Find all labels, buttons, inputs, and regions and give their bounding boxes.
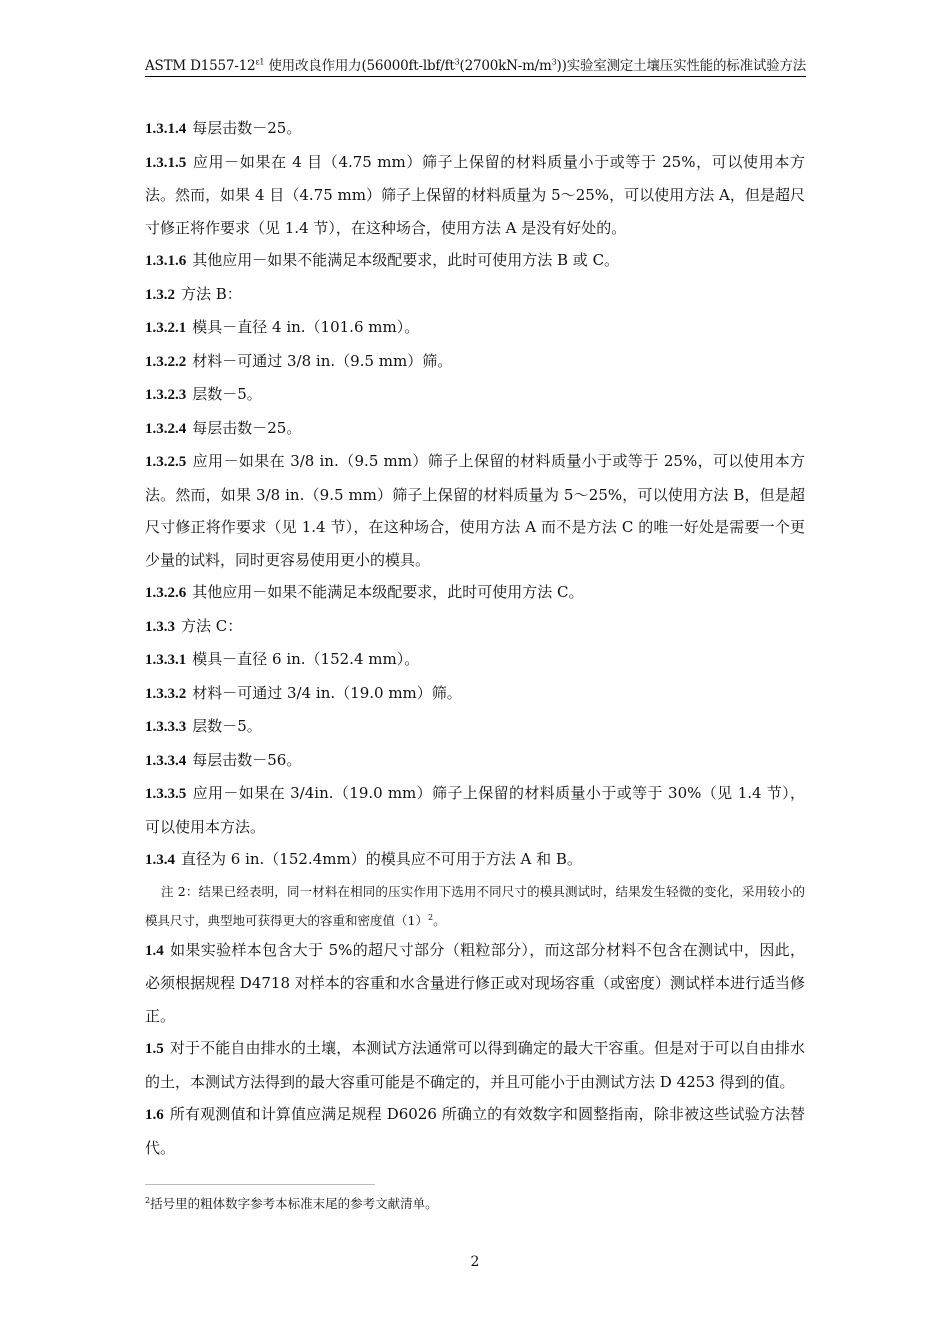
paragraph (145, 777, 805, 843)
clause-number: 1.3.3.5 (145, 786, 187, 802)
header-rule (145, 76, 806, 77)
footnote-ref: 2 (427, 912, 434, 922)
header-title-part: (2700kN-m/m (459, 58, 552, 74)
clause-number: 1.3.3.4 (145, 752, 187, 769)
clause-text: 所有观测值和计算值应满足规程 D6026 所确立的有效数字和圆整指南，除非被这些试验方法替代。 (145, 1105, 805, 1157)
paragraph (145, 576, 805, 610)
clause-number: 1.4 (145, 942, 164, 959)
paragraph (145, 610, 805, 644)
clause-text: 应用－如果在 4 目（4.75 mm）筛子上保留的材料质量小于或等于 25%，可以使用本方法。然而，如果 4 目（4.75 mm）筛子上保留的材料质量为 5～25%，可以使用方法 A，但是超尺寸修正将作要求（见 1.4 节），在这种场合，使用方法 A 是没有好处的。 (145, 152, 805, 237)
paragraph (145, 378, 805, 412)
clause-number: 1.3.3.2 (145, 685, 187, 702)
running-header (145, 54, 806, 74)
clause-text: 材料－可通过 3/8 in.（9.5 mm）筛。 (192, 351, 453, 370)
clause-number: 1.3.1.6 (145, 253, 187, 269)
clause-number: 1.3.4 (145, 852, 175, 868)
clause-text: 模具－直径 4 in.（101.6 mm）。 (192, 318, 420, 336)
clause-text: 应用－如果在 3/8 in.（9.5 mm）筛子上保留的材料质量小于或等于 25%，可以使用本方法。然而，如果 3/8 in.（9.5 mm）筛子上保留的材料质量为 5～25%，可以使用方法 B，但是超尺寸修正将作要求（见 1.4 节），在这种场合，使用方法 A 而不是方法 C 的唯一好处是需要一个更少量的试料，同时更容易使用更小的模具。 (145, 452, 805, 569)
clause-text: 模具－直径 6 in.（152.4 mm）。 (192, 650, 420, 668)
paragraph (145, 412, 805, 446)
paragraph (145, 445, 805, 576)
clause-text: 层数－5。 (192, 717, 262, 735)
clause-number: 1.3.3.1 (145, 652, 187, 668)
page-number: 2 (470, 1254, 480, 1270)
clause-number: 1.3.3.3 (145, 719, 187, 735)
footnote (145, 1194, 438, 1212)
clause-number: 1.3.2.4 (145, 420, 187, 437)
paragraph (145, 677, 805, 711)
clause-number: 1.3.1.4 (145, 121, 187, 137)
header-superscript: 3 (551, 57, 557, 67)
paragraph (145, 146, 805, 245)
clause-number: 1.3.2.6 (145, 585, 187, 601)
clause-number: 1.3.1.5 (145, 154, 187, 171)
paragraph (145, 710, 805, 744)
paragraph (145, 311, 805, 345)
document-body (145, 112, 805, 1164)
clause-text: 应用－如果在 3/4in.（19.0 mm）筛子上保留的材料质量小于或等于 30%（见 1.4 节），可以使用本方法。 (145, 784, 805, 836)
clause-number: 1.6 (145, 1107, 164, 1124)
clause-text: 材料－可通过 3/4 in.（19.0 mm）筛。 (192, 683, 462, 702)
paragraph (145, 934, 805, 1033)
note-text: 注 2：结果已经表明，同一材料在相同的压实作用下选用不同尺寸的模具测试时，结果发生轻微的变化，采用较小的模具尺寸，典型地可获得更大的容重和密度值（1） (145, 883, 805, 928)
clause-text: 其他应用－如果不能满足本级配要求，此时可使用方法 C。 (192, 583, 584, 601)
header-superscript: 3 (454, 57, 460, 67)
clause-text: 层数－5。 (192, 385, 262, 403)
paragraph (145, 843, 805, 877)
header-title-part: 使用改良作用力(56000ft-lbf/ft (264, 58, 455, 74)
clause-number: 1.3.2.1 (145, 320, 187, 336)
clause-text: 直径为 6 in.（152.4mm）的模具应不可用于方法 A 和 B。 (181, 850, 582, 868)
note-end: 。 (433, 912, 446, 928)
paragraph (145, 643, 805, 677)
paragraph (145, 1098, 805, 1164)
clause-number: 1.3.2 (145, 286, 175, 303)
clause-number: 1.3.3 (145, 618, 175, 635)
paragraph (145, 345, 805, 379)
edition-superscript: ε1 (255, 57, 265, 67)
footnote-marker: 2 (145, 1195, 151, 1205)
paragraph (145, 278, 805, 312)
paragraph (145, 112, 805, 146)
clause-text: 每层击数－25。 (192, 119, 302, 137)
clause-text: 方法 B： (181, 284, 242, 303)
clause-text: 每层击数－25。 (192, 418, 302, 437)
paragraph (145, 744, 805, 778)
clause-text: 方法 C： (181, 616, 243, 635)
clause-number: 1.3.2.3 (145, 387, 187, 403)
clause-number: 1.3.2.5 (145, 454, 187, 470)
clause-text: 如果实验样本包含大于 5%的超尺寸部分（粗粒部分），而这部分材料不包含在测试中，因此，必须根据规程 D4718 对样本的容重和水含量进行修正或对现场容重（或密度）测试样本进行适当修正。 (145, 940, 805, 1025)
footnote-text: 括号里的粗体数字参考本标准末尾的参考文献清单。 (150, 1196, 438, 1211)
clause-number: 1.5 (145, 1041, 164, 1058)
clause-text: 每层击数－56。 (192, 750, 302, 769)
standard-code: ASTM D1557-12 (145, 58, 256, 74)
clause-text: 对于不能自由排水的土壤，本测试方法通常可以得到确定的最大干容重。但是对于可以自由排水的土，本测试方法得到的最大容重可能是不确定的，并且可能小于由测试方法 D 4253 得到的值。 (145, 1039, 805, 1091)
footnote-rule (145, 1184, 375, 1185)
clause-number: 1.3.2.2 (145, 353, 187, 370)
header-title-part: ))实验室测定土壤压实性能的标准试验方法 (556, 58, 807, 74)
paragraph (145, 244, 805, 278)
paragraph (145, 1032, 805, 1098)
note-2 (145, 879, 805, 934)
clause-text: 其他应用－如果不能满足本级配要求，此时可使用方法 B 或 C。 (192, 251, 620, 269)
